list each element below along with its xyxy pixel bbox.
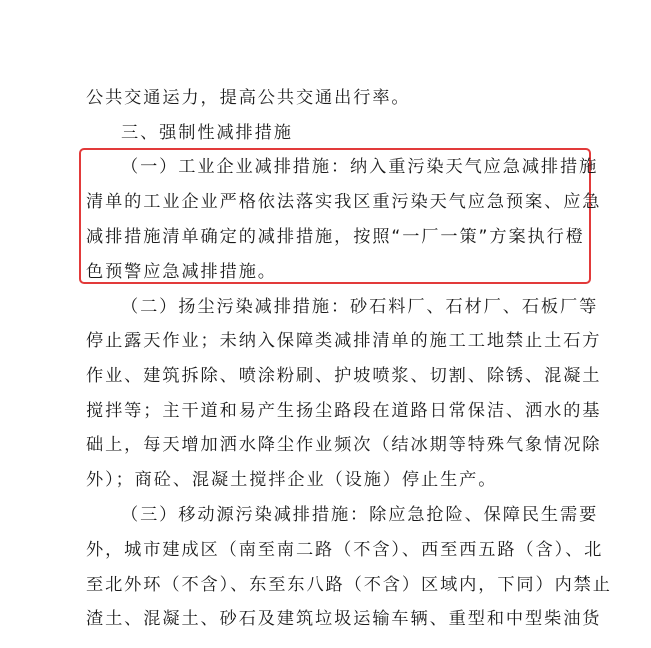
highlighted-line: （一）工业企业减排措施：纳入重污染天气应急减排措施 <box>121 157 599 177</box>
paragraph-line: 渣土、混凝土、砂石及建筑垃圾运输车辆、重型和中型柴油货 <box>86 609 602 629</box>
paragraph-line: 作业、建筑拆除、喷涂粉刷、护坡喷浆、切割、除锈、混凝土 <box>86 366 602 386</box>
paragraph-line: 外）；商砼、混凝土搅拌企业（设施）停止生产。 <box>86 470 498 490</box>
highlighted-line: 减排措施清单确定的减排措施，按照“一厂一策”方案执行橙 <box>86 227 585 247</box>
highlighted-line: 色预警应急减排措施。 <box>86 262 277 282</box>
highlighted-line: 清单的工业企业严格依法落实我区重污染天气应急预案、应急 <box>86 192 602 212</box>
paragraph-line: （二）扬尘污染减排措施：砂石料厂、石材厂、石板厂等 <box>121 297 599 317</box>
paragraph-line: 停止露天作业；未纳入保障类减排清单的施工工地禁止土石方 <box>86 331 602 351</box>
paragraph-line: 至北外环（不含）、东至东八路（不含）区域内，下同）内禁止 <box>86 575 612 595</box>
paragraph-line: 外，城市建成区（南至南二路（不含）、西至西五路（含）、北 <box>86 540 604 560</box>
paragraph-line: 础上，每天增加洒水降尘作业频次（结冰期等特殊气象情况除 <box>86 435 602 455</box>
paragraph-line: 搅拌等；主干道和易产生扬尘路段在道路日常保洁、洒水的基 <box>86 401 602 421</box>
paragraph-line: 公共交通运力，提高公共交通出行率。 <box>86 88 411 108</box>
section-heading: 三、强制性减排措施 <box>121 123 293 143</box>
paragraph-line: （三）移动源污染减排措施：除应急抢险、保障民生需要 <box>121 505 599 525</box>
